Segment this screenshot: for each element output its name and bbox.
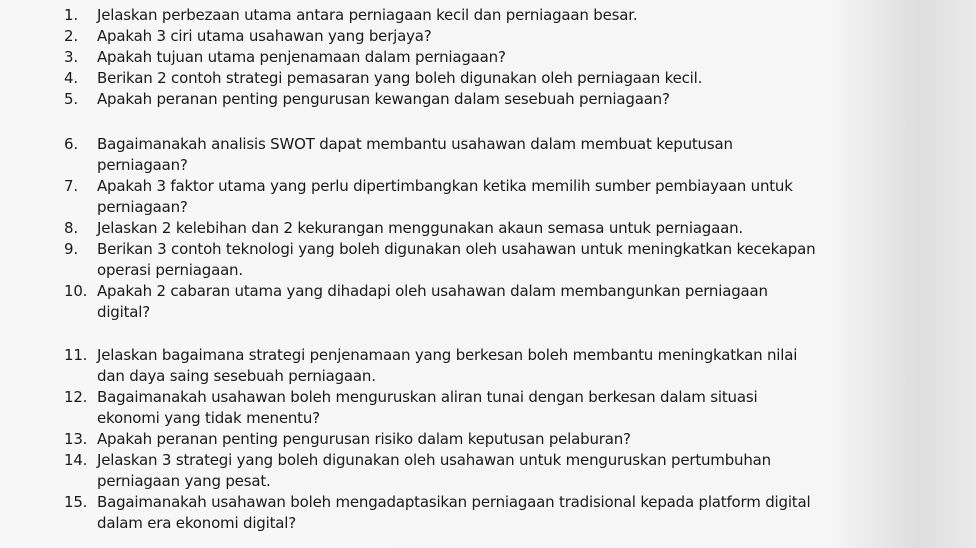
question-item: [0, 345, 900, 387]
question-item: [0, 176, 900, 218]
question-text-line: Jelaskan 2 kelebihan dan 2 kekurangan menggunakan akaun semasa untuk perniagaan.: [97, 219, 743, 237]
question-text-line: Bagaimanakah usahawan boleh mengadaptasikan perniagaan tradisional kepada platform digital: [97, 493, 811, 511]
question-item: [0, 450, 900, 492]
question-text-line: Apakah peranan penting pengurusan kewangan dalam sesebuah perniagaan?: [97, 90, 670, 108]
question-text-line: Berikan 2 contoh strategi pemasaran yang boleh digunakan oleh perniagaan kecil.: [97, 69, 703, 87]
question-item: [0, 26, 900, 47]
question-text-line: perniagaan?: [97, 198, 188, 216]
question-text-line: Bagaimanakah usahawan boleh menguruskan aliran tunai dengan berkesan dalam situasi: [97, 388, 758, 406]
question-item: [0, 89, 900, 110]
question-number: 12.: [64, 388, 88, 406]
question-item: [0, 5, 900, 26]
question-number: 10.: [64, 282, 88, 300]
question-text-line: dalam era ekonomi digital?: [97, 514, 296, 532]
question-number: 4.: [64, 69, 78, 87]
question-item: [0, 281, 900, 323]
question-item: [0, 387, 900, 429]
question-text-line: ekonomi yang tidak menentu?: [97, 409, 320, 427]
question-number: 6.: [64, 135, 78, 153]
question-text-line: digital?: [97, 303, 150, 321]
question-number: 1.: [64, 6, 78, 24]
question-group-2: [0, 134, 900, 323]
question-number: 9.: [64, 240, 78, 258]
question-text-line: Apakah 2 cabaran utama yang dihadapi oleh usahawan dalam membangunkan perniagaan: [97, 282, 768, 300]
question-text-line: Bagaimanakah analisis SWOT dapat membantu usahawan dalam membuat keputusan: [97, 135, 733, 153]
question-text-line: dan daya saing sesebuah perniagaan.: [97, 367, 376, 385]
question-number: 5.: [64, 90, 78, 108]
question-item: [0, 429, 900, 450]
question-number: 3.: [64, 48, 78, 66]
question-item: [0, 134, 900, 176]
question-group-3: [0, 345, 900, 534]
question-number: 2.: [64, 27, 78, 45]
question-item: [0, 492, 900, 534]
question-number: 8.: [64, 219, 78, 237]
question-text-line: Apakah tujuan utama penjenamaan dalam perniagaan?: [97, 48, 506, 66]
question-text-line: Berikan 3 contoh teknologi yang boleh digunakan oleh usahawan untuk meningkatkan kecekapan: [97, 240, 816, 258]
question-number: 11.: [64, 346, 88, 364]
question-text-line: operasi perniagaan.: [97, 261, 243, 279]
question-text-line: Jelaskan bagaimana strategi penjenamaan yang berkesan boleh membantu meningkatkan nilai: [97, 346, 798, 364]
question-item: [0, 47, 900, 68]
question-number: 13.: [64, 430, 88, 448]
question-text-line: Jelaskan 3 strategi yang boleh digunakan oleh usahawan untuk menguruskan pertumbuhan: [97, 451, 771, 469]
question-text-line: Apakah 3 ciri utama usahawan yang berjaya?: [97, 27, 432, 45]
question-item: [0, 239, 900, 281]
question-item: [0, 68, 900, 89]
question-number: 14.: [64, 451, 88, 469]
question-group-1: [0, 5, 900, 110]
question-text-line: Apakah peranan penting pengurusan risiko dalam keputusan pelaburan?: [97, 430, 631, 448]
question-text-line: Apakah 3 faktor utama yang perlu dipertimbangkan ketika memilih sumber pembiayaan untuk: [97, 177, 793, 195]
question-text-line: perniagaan yang pesat.: [97, 472, 271, 490]
question-number: 15.: [64, 493, 88, 511]
question-text-line: perniagaan?: [97, 156, 188, 174]
question-item: [0, 218, 900, 239]
question-text-line: Jelaskan perbezaan utama antara perniagaan kecil dan perniagaan besar.: [97, 6, 638, 24]
question-number: 7.: [64, 177, 78, 195]
